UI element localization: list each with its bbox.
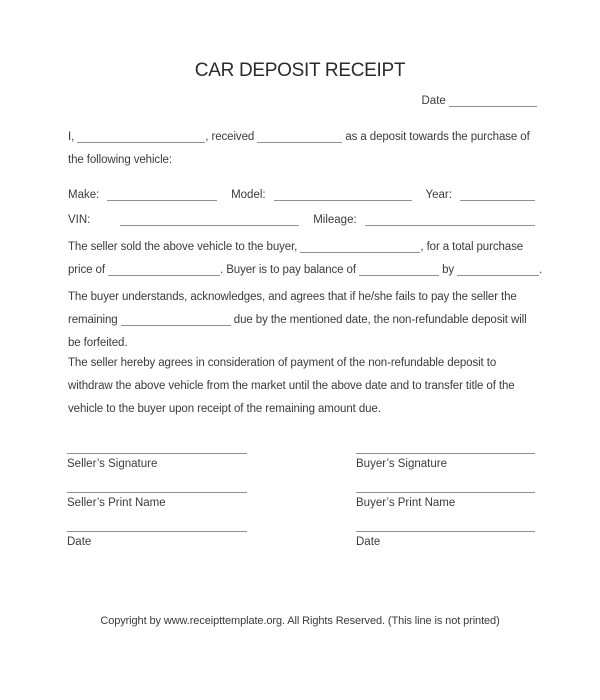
intro-line-2: the following vehicle: <box>68 154 172 166</box>
sale-text: price of <box>68 264 109 276</box>
receiver-name-field[interactable] <box>77 130 205 143</box>
model-field[interactable] <box>274 188 412 201</box>
sale-text: . <box>539 264 543 276</box>
document-title: CAR DEPOSIT RECEIPT <box>194 60 406 81</box>
buyer-print-name-line[interactable] <box>356 492 535 510</box>
make-label: Make: <box>68 189 100 201</box>
forfeit-text: remaining <box>68 314 121 326</box>
date-field[interactable] <box>449 94 537 107</box>
sale-text: , for a total purchase <box>420 241 524 253</box>
sale-text: . Buyer is to pay balance of <box>220 264 360 276</box>
mileage-field[interactable] <box>365 213 535 226</box>
date-label: Date <box>421 95 446 107</box>
seller-date-line[interactable] <box>67 531 247 549</box>
buyer-signature-label: Buyer’s Signature <box>356 458 447 470</box>
vin-field[interactable] <box>120 213 299 226</box>
seller-date-label: Date <box>67 536 92 548</box>
withdrawal-line-1: The seller hereby agrees in consideration of payment of the non-refundable deposit to <box>68 357 497 369</box>
intro-text: as a deposit towards the purchase of <box>342 131 530 143</box>
buyer-signature-line[interactable] <box>356 453 535 471</box>
vehicle-row-2 <box>68 210 535 227</box>
seller-signature-label: Seller’s Signature <box>67 458 158 470</box>
footer-copyright: Copyright by www.receipttemplate.org. All Rights Reserved. (This line is not printed) <box>100 615 500 627</box>
balance-due-date-field[interactable] <box>457 263 539 276</box>
withdrawal-paragraph <box>68 352 535 421</box>
forfeit-line-2 <box>68 309 535 332</box>
seller-signature-line[interactable] <box>67 453 247 471</box>
year-label: Year: <box>425 189 452 201</box>
sale-paragraph <box>68 236 543 282</box>
mileage-label: Mileage: <box>313 214 357 226</box>
buyer-date-label: Date <box>356 536 381 548</box>
sale-line-2 <box>68 259 543 282</box>
seller-signature-block <box>67 440 247 570</box>
intro-text: I, <box>68 131 78 143</box>
intro-text: , received <box>205 131 258 143</box>
model-label: Model: <box>231 189 266 201</box>
vin-label: VIN: <box>68 214 91 226</box>
buyer-signature-block <box>356 440 535 570</box>
withdrawal-line-2: withdraw the above vehicle from the market until the above date and to transfer title of the <box>68 380 515 392</box>
intro-line-1 <box>68 126 535 149</box>
forfeit-paragraph <box>68 286 535 355</box>
balance-amount-field[interactable] <box>359 263 439 276</box>
seller-print-name-label: Seller’s Print Name <box>67 497 166 509</box>
forfeit-text: due by the mentioned date, the non-refundable deposit will <box>230 314 527 326</box>
buyer-date-line[interactable] <box>356 531 535 549</box>
sale-line-1 <box>68 236 535 259</box>
forfeit-line-3: be forfeited. <box>68 337 128 349</box>
remaining-amount-field[interactable] <box>121 313 231 326</box>
sale-text: by <box>439 264 458 276</box>
withdrawal-line-3: vehicle to the buyer upon receipt of the remaining amount due. <box>68 403 381 415</box>
year-field[interactable] <box>460 188 535 201</box>
buyer-name-field[interactable] <box>300 240 420 253</box>
sale-text: The seller sold the above vehicle to the buyer, <box>68 241 301 253</box>
forfeit-line-1: The buyer understands, acknowledges, and agrees that if he/she fails to pay the seller the <box>68 291 517 303</box>
purchase-price-field[interactable] <box>108 263 220 276</box>
deposit-amount-field[interactable] <box>257 130 342 143</box>
make-field[interactable] <box>107 188 217 201</box>
seller-print-name-line[interactable] <box>67 492 247 510</box>
vehicle-row-1 <box>68 185 535 202</box>
buyer-print-name-label: Buyer’s Print Name <box>356 497 456 509</box>
date-row <box>422 94 538 107</box>
intro-paragraph <box>68 126 535 172</box>
